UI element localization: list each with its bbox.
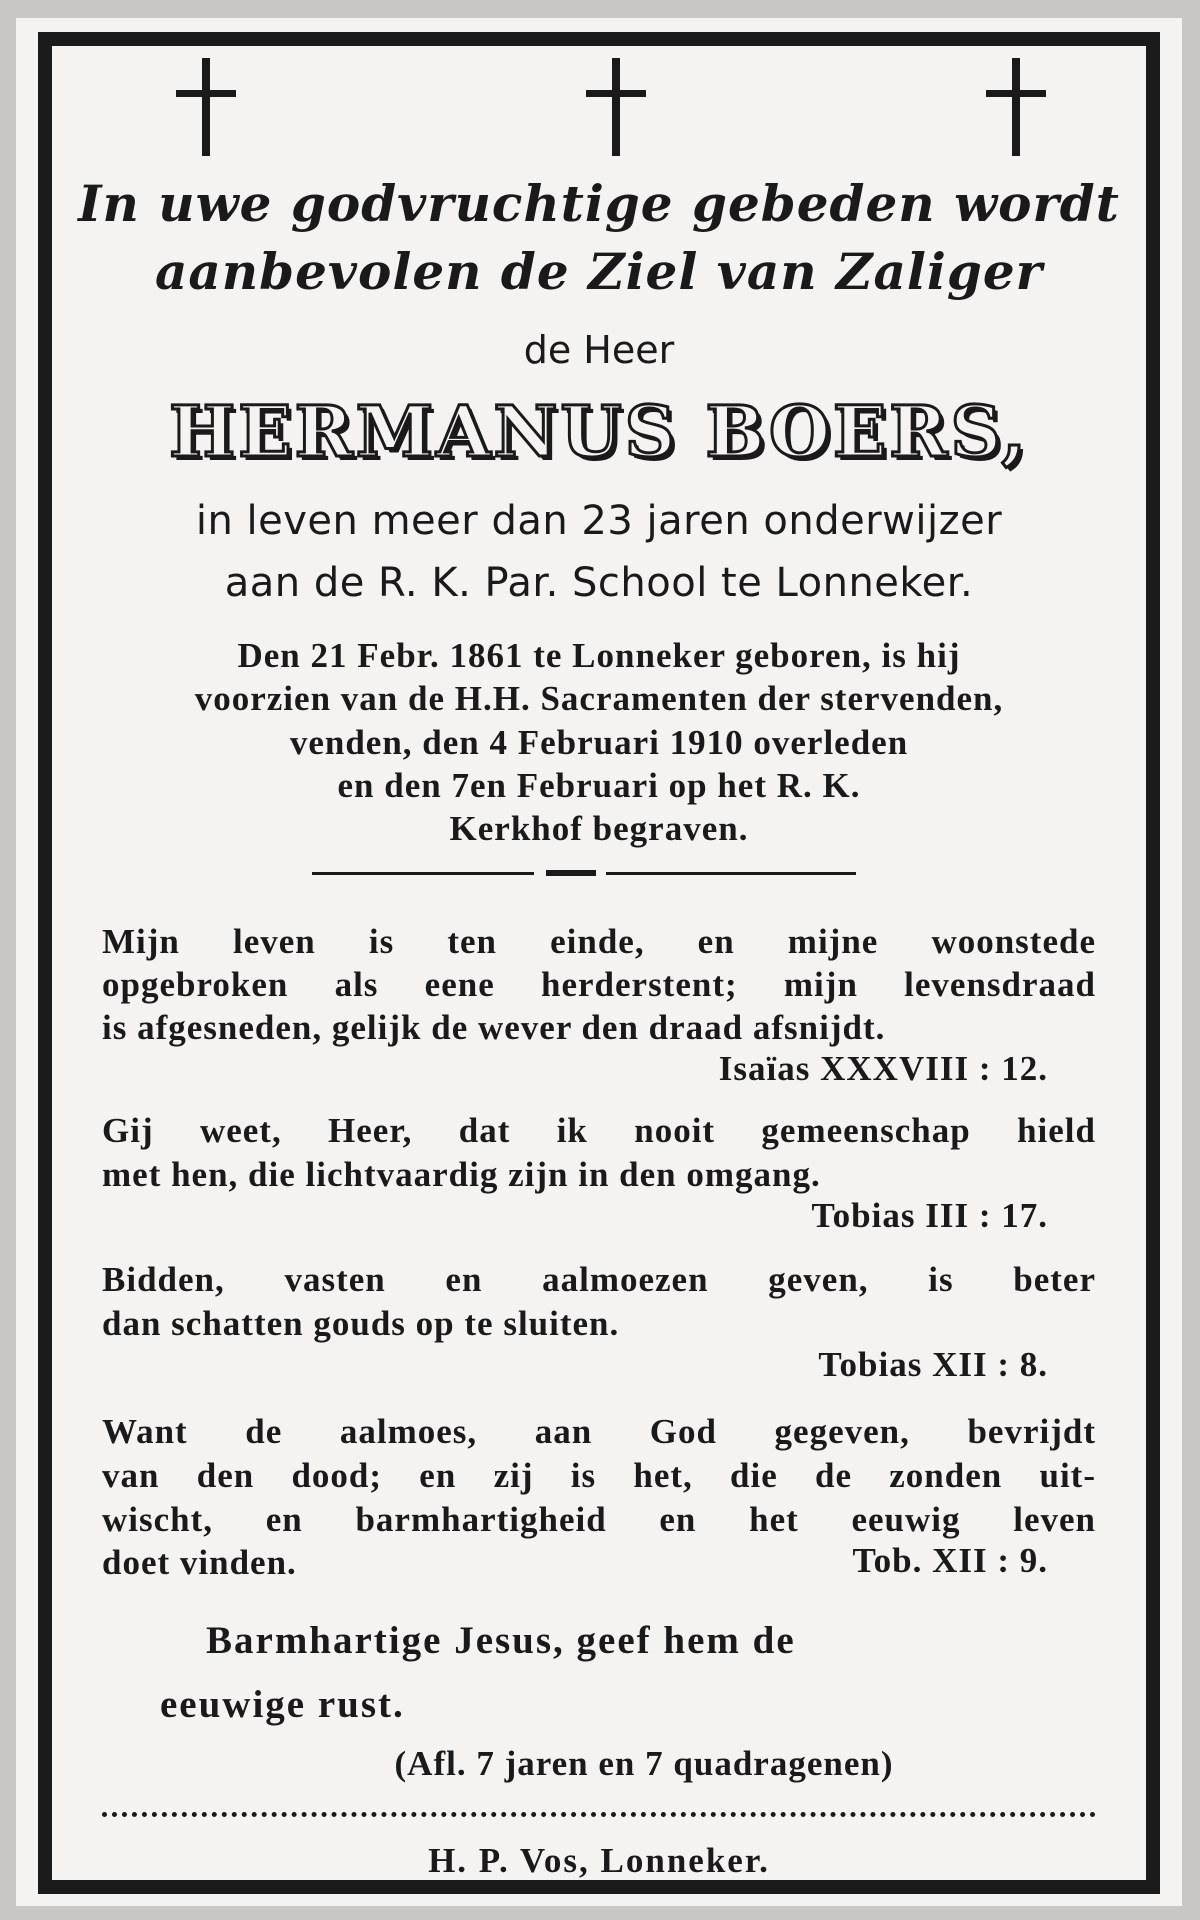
divider (606, 872, 856, 875)
card-border (38, 32, 1160, 1894)
quote-line: Gij weet, Heer, dat ik nooit gemeenschap hield (102, 1111, 1096, 1150)
deceased-name: HERMANUS BOERS, (169, 390, 1029, 473)
header-line-1: In uwe godvruchtige gebeden wordt (78, 174, 1120, 233)
prayer-line-2: eeuwige rust. (160, 1683, 405, 1726)
quote-reference: Isaïas XXXVIII : 12. (718, 1049, 1048, 1088)
divider (312, 872, 534, 875)
quote-line: doet vinden. (102, 1543, 297, 1582)
quote-reference: Tobias III : 17. (811, 1196, 1048, 1235)
cross-icon (986, 58, 1046, 158)
memorial-card (16, 18, 1182, 1906)
header-line-2: aanbevolen de Ziel van Zaliger (155, 242, 1043, 301)
quote-line: dan schatten gouds op te sluiten. (102, 1304, 620, 1343)
quote-line: met hen, die lichtvaardig zijn in den omgang. (102, 1155, 821, 1194)
bio-line: en den 7en Februari op het R. K. (337, 766, 861, 805)
printer-credit: H. P. Vos, Lonneker. (428, 1841, 770, 1880)
quote-reference: Tobias XII : 8. (818, 1345, 1048, 1384)
bio-line: venden, den 4 Februari 1910 overleden (289, 723, 909, 762)
quote-line: wischt, en barmhartigheid en het eeuwig leven (102, 1500, 1096, 1539)
occupation-line-2: aan de R. K. Par. School te Lonneker. (224, 560, 974, 606)
quote-line: is afgesneden, gelijk de wever den draad afsnijdt. (102, 1008, 886, 1047)
prayer-line-1: Barmhartige Jesus, geef hem de (206, 1619, 796, 1662)
quote-line: Bidden, vasten en aalmoezen geven, is beter (102, 1260, 1096, 1299)
divider (546, 870, 596, 876)
cross-icon (176, 58, 236, 158)
bio-line: voorzien van de H.H. Sacramenten der stervenden, (194, 679, 1004, 718)
quote-line: opgebroken als eene herderstent; mijn levensdraad (102, 965, 1096, 1004)
bio-line: Den 21 Febr. 1861 te Lonneker geboren, is hij (237, 636, 961, 675)
occupation-line-1: in leven meer dan 23 jaren onderwijzer (195, 498, 1003, 544)
quote-line: Mijn leven is ten einde, en mijne woonstede (102, 922, 1096, 961)
card-content (66, 46, 1132, 1880)
cross-icon (586, 58, 646, 158)
quote-line: van den dood; en zij is het, die de zonden uit- (102, 1456, 1096, 1495)
quote-line: Want de aalmoes, aan God gegeven, bevrijdt (102, 1412, 1096, 1451)
quote-reference: Tob. XII : 9. (852, 1541, 1048, 1580)
indulgence-note: (Afl. 7 jaren en 7 quadragenen) (394, 1744, 894, 1783)
crosses-row (66, 58, 1132, 168)
bio-line: Kerkhof begraven. (449, 809, 749, 848)
salutation: de Heer (523, 328, 675, 372)
footer-divider (102, 1812, 1096, 1817)
